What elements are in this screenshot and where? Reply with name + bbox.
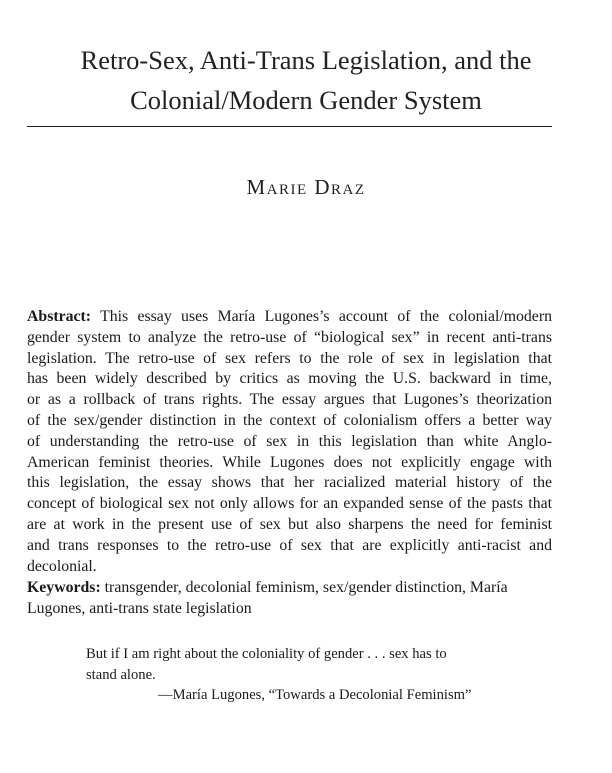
abstract-line: this legislation, the essay shows that her racialized material history of the: [27, 474, 552, 492]
abstract-line: are at work in the present use of sex but also sharpens the need for feminist: [27, 515, 552, 533]
epigraph-line-2: stand alone.: [86, 666, 156, 683]
epigraph-line-1: But if I am right about the coloniality of gender . . . sex has to: [86, 646, 447, 662]
title-line-1: Retro-Sex, Anti-Trans Legislation, and the: [80, 45, 532, 75]
abstract-line: of the sex/gender distinction in the context of colonialism offers a better way: [27, 411, 552, 429]
abstract-line: concept of biological sex not only allows for an expanded sense of the pasts that: [27, 495, 552, 513]
author-name: Marie Draz: [246, 175, 366, 199]
keywords-line-1: Keywords: transgender, decolonial feminism, sex/gender distinction, María: [27, 579, 508, 596]
keywords: [27, 578, 552, 620]
abstract-line-1: Abstract: This essay uses María Lugones’s account of the colonial/modern: [27, 308, 552, 325]
abstract-line: of understanding the retro-use of sex in this legislation than white Anglo-: [27, 432, 552, 450]
abstract-line: and trans responses to the retro-use of sex that are explicitly anti-racist and: [27, 536, 552, 554]
keywords-line-2: Lugones, anti-trans state legislation: [27, 599, 252, 617]
abstract-label: Abstract:: [27, 308, 92, 325]
title-line-2: Colonial/Modern Gender System: [130, 85, 482, 115]
abstract-line: or as a rollback of trans rights. The essay argues that Lugones’s theorization: [27, 391, 552, 409]
article-title: [20, 40, 592, 120]
epigraph: [86, 644, 506, 706]
abstract-line: decolonial.: [27, 557, 97, 575]
epigraph-attribution: —María Lugones, “Towards a Decolonial Feminism”: [158, 687, 472, 703]
abstract-line: legislation. The retro-use of sex refers to the role of sex in legislation that: [27, 349, 552, 367]
abstract: [27, 307, 552, 577]
title-rule: [27, 126, 552, 127]
abstract-line: has been widely described by critics as moving the U.S. backward in time,: [27, 370, 552, 388]
abstract-line: American feminist theories. While Lugones does not explicitly engage with: [27, 453, 552, 471]
keywords-label: Keywords:: [27, 579, 101, 596]
abstract-line: gender system to analyze the retro-use of “biological sex” in recent anti-trans: [27, 328, 552, 346]
